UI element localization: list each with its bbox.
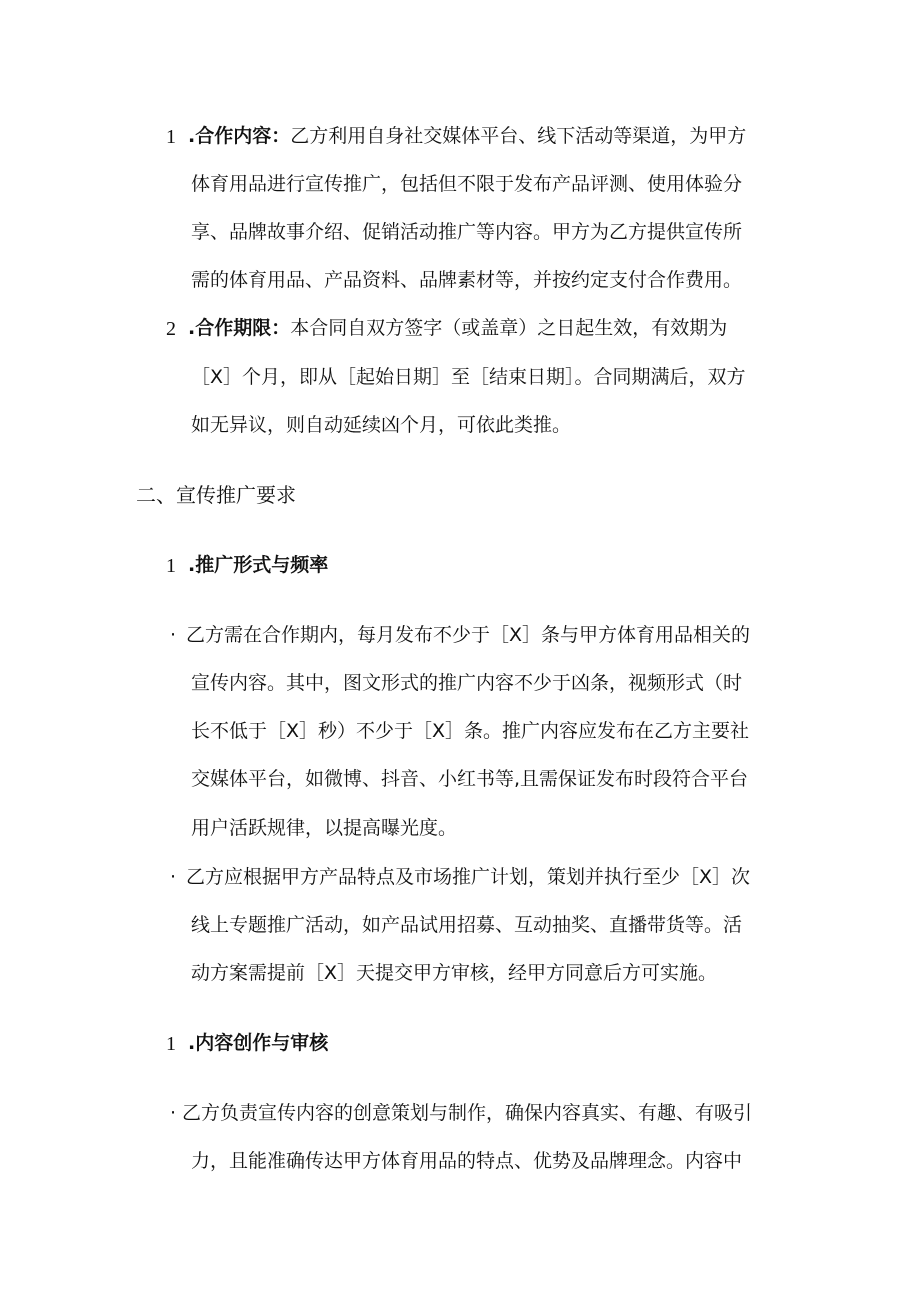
bullet-text: 用户活跃规律，以提高曝光度。 xyxy=(191,817,458,839)
subsection-number: 1 xyxy=(166,1033,176,1055)
bullet-text: 交媒体平台，如微博、抖音、小红书等,且需保证发布时段符合平台 xyxy=(191,768,749,790)
bullet-text: 乙方需在合作期内，每月发布不少于［X］条与甲方体育用品相关的 xyxy=(186,624,751,646)
clause-text: 乙方利用自身社交媒体平台、线下活动等渠道，为甲方 xyxy=(290,125,747,147)
clause-text: ［X］个月，即从［起始日期］至［结束日期］。合同期满后，双方 xyxy=(191,366,746,388)
bullet-mark: · xyxy=(170,624,177,646)
section-heading: 二、宣传推广要求 xyxy=(136,483,296,507)
bullet-text: 宣传内容。其中，图文形式的推广内容不少于凶条，视频形式（时 xyxy=(191,672,743,694)
clause-text: 享、品牌故事介绍、促销活动推广等内容。甲方为乙方提供宣传所 xyxy=(191,221,743,243)
clause-title: .合作内容： xyxy=(188,125,291,147)
subsection-title: .推广形式与频率 xyxy=(188,554,329,576)
bullet-text: 线上专题推广活动，如产品试用招募、互动抽奖、直播带货等。活 xyxy=(191,914,743,936)
clause-text: 本合同自双方签字（或盖章）之日起生效，有效期为 xyxy=(290,317,728,339)
clause-text: 体育用品进行宣传推广，包括但不限于发布产品评测、使用体验分 xyxy=(191,173,743,195)
clause-first-line xyxy=(188,316,727,340)
bullet-mark: · xyxy=(170,1102,177,1124)
bullet-text: 动方案需提前［X］天提交甲方审核，经甲方同意后方可实施。 xyxy=(191,962,718,984)
clause-first-line xyxy=(188,124,746,148)
clause-text: 需的体育用品、产品资料、品牌素材等，并按约定支付合作费用。 xyxy=(191,269,743,291)
bullet-text: 长不低于［X］秒）不少于［X］条。推广内容应发布在乙方主要社 xyxy=(191,720,750,742)
clause-title: .合作期限： xyxy=(188,317,291,339)
clause-number: 1 xyxy=(166,126,176,148)
bullet-text: 乙方应根据甲方产品特点及市场推广计划，策划并执行至少［X］次 xyxy=(186,866,751,888)
clause-number: 2 xyxy=(166,318,176,340)
bullet-text: 力，且能准确传达甲方体育用品的特点、优势及品牌理念。内容中 xyxy=(191,1150,743,1172)
subsection-number: 1 xyxy=(166,555,176,577)
bullet-mark: · xyxy=(170,866,177,888)
subsection-title-line xyxy=(188,553,328,577)
subsection-title-line xyxy=(188,1031,328,1055)
subsection-title: .内容创作与审核 xyxy=(188,1032,329,1054)
clause-text: 如无异议，则自动延续凶个月，可依此类推。 xyxy=(191,414,572,436)
bullet-text: 乙方负责宣传内容的创意策划与制作，确保内容真实、有趣、有吸引 xyxy=(182,1102,753,1124)
